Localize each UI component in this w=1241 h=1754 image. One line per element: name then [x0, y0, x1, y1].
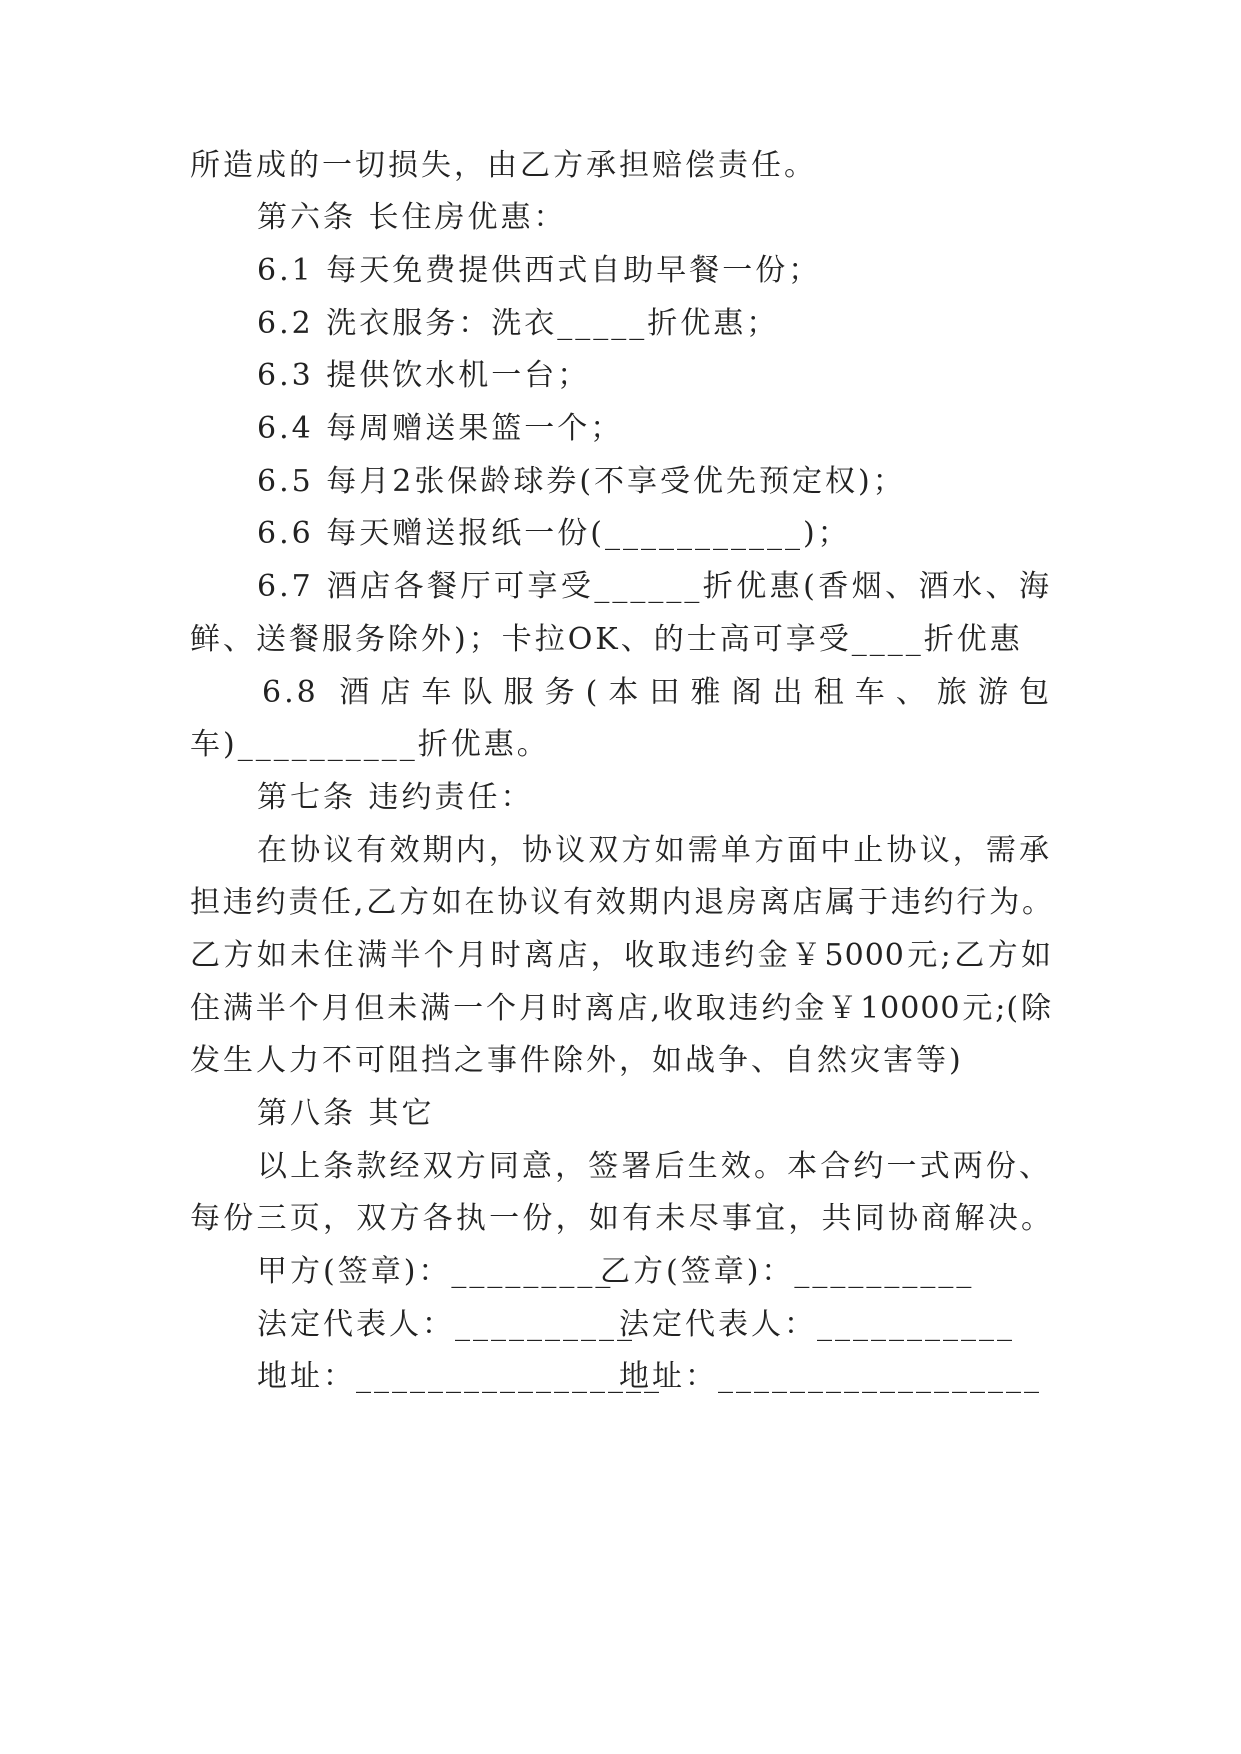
party-a-address-field: 地址：_________________ [257, 1359, 662, 1394]
clause-6-4: 6.4 每周赠送果篮一个； [257, 411, 624, 446]
paragraph-line: 每份三页，双方各执一份，如有未尽事宜，共同协商解决。 [190, 1201, 1052, 1236]
paragraph-line: 住满半个月但未满一个月时离店,收取违约金￥10000元;(除 [190, 991, 1052, 1026]
paragraph-line: 以上条款经双方同意，签署后生效。本合约一式两份、 [257, 1149, 1052, 1184]
clause-6-2: 6.2 洗衣服务：洗衣_____折优惠； [257, 306, 780, 341]
paragraph-line: 乙方如未住满半个月时离店，收取违约金￥5000元;乙方如 [190, 938, 1052, 973]
clause-6-7: 6.7 酒店各餐厅可享受______折优惠(香烟、酒水、海 [257, 569, 1052, 604]
party-b-representative-field: 法定代表人：___________ [619, 1307, 1015, 1342]
paragraph-line: 所造成的一切损失，由乙方承担赔偿责任。 [190, 148, 817, 183]
party-a-representative-field: 法定代表人：__________ [257, 1307, 635, 1342]
paragraph-line: 发生人力不可阻挡之事件除外，如战争、自然灾害等) [190, 1043, 964, 1078]
clause-6-8-continued: 车)__________折优惠。 [190, 727, 550, 762]
clause-6-5: 6.5 每月2张保龄球券(不享受优先预定权)； [257, 464, 906, 499]
paragraph-line: 担违约责任,乙方如在协议有效期内退房离店属于违约行为。 [190, 885, 1052, 920]
paragraph-line: 在协议有效期内，协议双方如需单方面中止协议，需承 [257, 833, 1052, 868]
signature-row-address [257, 1357, 1042, 1397]
clause-6-8: 6.8 酒店车队服务(本田雅阁出租车、旅游包 [262, 675, 1052, 710]
section-heading-article-8: 第八条 其它 [257, 1096, 435, 1131]
clause-6-1: 6.1 每天免费提供西式自助早餐一份； [257, 253, 822, 288]
party-b-address-field: 地址：__________________ [619, 1359, 1042, 1394]
party-a-signature-field: 甲方(签章)：_________ [257, 1254, 614, 1289]
signature-row-representative [257, 1305, 1015, 1345]
party-b-signature-field: 乙方(签章)：__________ [600, 1254, 975, 1289]
signature-row-party [257, 1252, 975, 1292]
section-heading-article-7: 第七条 违约责任： [257, 780, 534, 815]
clause-6-6: 6.6 每天赠送报纸一份(___________)； [257, 516, 851, 551]
clause-6-3: 6.3 提供饮水机一台； [257, 358, 591, 393]
clause-6-7-continued: 鲜、送餐服务除外)；卡拉OK、的士高可享受____折优惠 [190, 622, 1023, 657]
section-heading-article-6: 第六条 长住房优惠： [257, 200, 567, 235]
